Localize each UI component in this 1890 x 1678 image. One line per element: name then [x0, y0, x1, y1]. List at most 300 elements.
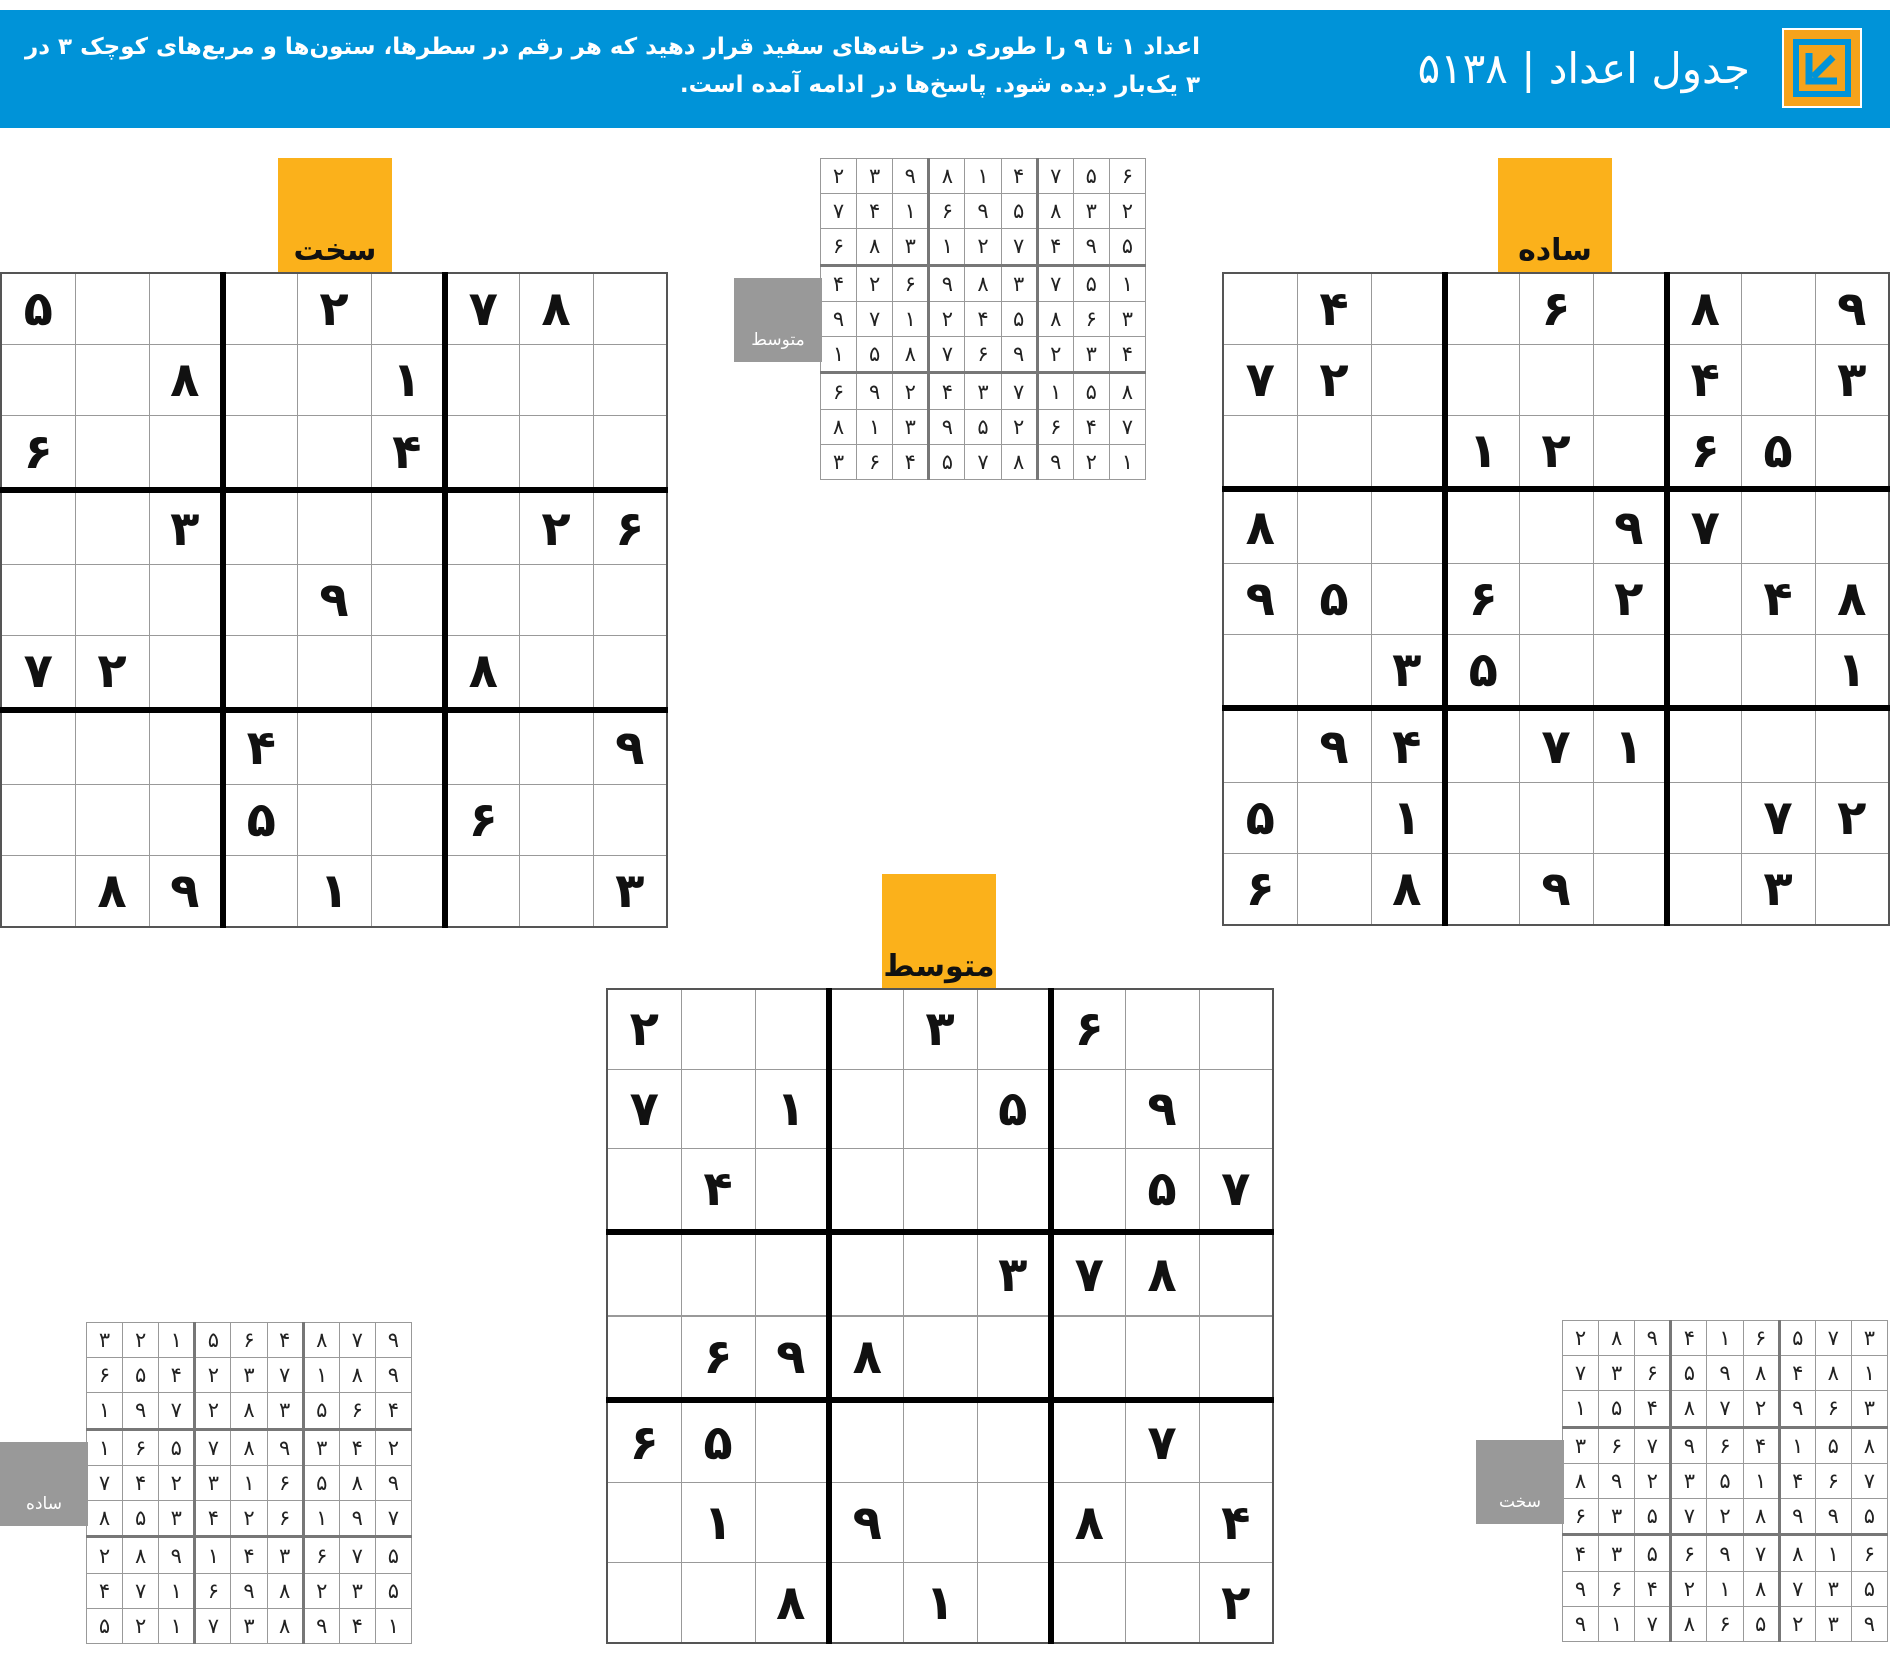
grid-cell[interactable] [1125, 1483, 1199, 1563]
grid-cell[interactable]: ۵ [1, 273, 75, 345]
grid-cell[interactable] [681, 1232, 755, 1315]
grid-cell[interactable]: ۶ [1671, 1535, 1707, 1571]
grid-cell[interactable] [1519, 634, 1593, 708]
grid-cell[interactable] [1199, 989, 1273, 1069]
grid-cell[interactable] [149, 784, 223, 855]
grid-cell[interactable]: ۳ [1741, 853, 1815, 925]
grid-cell[interactable]: ۱ [1593, 708, 1667, 782]
grid-cell[interactable] [297, 636, 371, 710]
grid-cell[interactable] [829, 989, 903, 1069]
grid-cell[interactable] [1445, 708, 1519, 782]
grid-cell[interactable]: ۹ [1815, 273, 1889, 345]
grid-cell[interactable]: ۷ [267, 1358, 303, 1393]
grid-cell[interactable] [75, 416, 149, 490]
grid-cell[interactable]: ۸ [857, 229, 893, 265]
grid-cell[interactable] [371, 710, 445, 784]
grid-cell[interactable] [829, 1400, 903, 1483]
grid-cell[interactable]: ۵ [1001, 194, 1037, 229]
grid-cell[interactable]: ۶ [267, 1500, 303, 1536]
grid-cell[interactable]: ۴ [965, 301, 1001, 336]
grid-cell[interactable]: ۴ [1371, 708, 1445, 782]
grid-cell[interactable]: ۴ [893, 444, 929, 479]
grid-cell[interactable]: ۸ [829, 1317, 903, 1400]
grid-cell[interactable]: ۸ [929, 159, 965, 194]
grid-cell[interactable] [1199, 1317, 1273, 1400]
grid-cell[interactable] [223, 564, 297, 635]
grid-cell[interactable]: ۲ [195, 1393, 231, 1429]
grid-cell[interactable]: ۸ [1815, 564, 1889, 635]
grid-cell[interactable]: ۶ [593, 490, 667, 564]
grid-cell[interactable]: ۶ [1815, 1391, 1851, 1427]
grid-cell[interactable]: ۵ [1707, 1463, 1743, 1498]
grid-cell[interactable]: ۲ [1671, 1571, 1707, 1606]
grid-cell[interactable]: ۱ [1599, 1606, 1635, 1641]
grid-cell[interactable] [445, 855, 519, 927]
grid-cell[interactable]: ۴ [1741, 564, 1815, 635]
grid-cell[interactable]: ۲ [87, 1537, 123, 1573]
grid-cell[interactable]: ۵ [681, 1400, 755, 1483]
grid-cell[interactable]: ۶ [1519, 273, 1593, 345]
grid-cell[interactable]: ۲ [123, 1608, 159, 1643]
grid-cell[interactable] [1667, 708, 1741, 782]
grid-cell[interactable] [681, 1069, 755, 1149]
grid-cell[interactable]: ۶ [681, 1317, 755, 1400]
grid-cell[interactable]: ۵ [123, 1500, 159, 1536]
grid-cell[interactable]: ۱ [1851, 1356, 1887, 1391]
grid-cell[interactable] [519, 855, 593, 927]
grid-cell[interactable]: ۸ [1667, 273, 1741, 345]
grid-cell[interactable]: ۵ [123, 1358, 159, 1393]
grid-cell[interactable] [1297, 489, 1371, 563]
grid-cell[interactable]: ۹ [829, 1483, 903, 1563]
grid-cell[interactable]: ۵ [1851, 1571, 1887, 1606]
grid-cell[interactable]: ۹ [1297, 708, 1371, 782]
grid-cell[interactable] [1519, 345, 1593, 416]
grid-cell[interactable] [519, 636, 593, 710]
grid-cell[interactable]: ۶ [339, 1393, 375, 1429]
grid-cell[interactable]: ۸ [1743, 1498, 1779, 1534]
grid-cell[interactable] [519, 784, 593, 855]
grid-cell[interactable] [1, 345, 75, 416]
grid-cell[interactable]: ۳ [1815, 1606, 1851, 1641]
grid-cell[interactable] [223, 855, 297, 927]
grid-cell[interactable]: ۸ [1743, 1356, 1779, 1391]
grid-cell[interactable]: ۳ [1073, 194, 1109, 229]
grid-cell[interactable]: ۶ [965, 336, 1001, 372]
grid-cell[interactable]: ۹ [123, 1393, 159, 1429]
grid-cell[interactable]: ۲ [1037, 336, 1073, 372]
grid-cell[interactable] [223, 636, 297, 710]
grid-cell[interactable] [1519, 783, 1593, 854]
grid-cell[interactable]: ۸ [1037, 301, 1073, 336]
grid-cell[interactable]: ۱ [965, 159, 1001, 194]
grid-cell[interactable]: ۸ [1671, 1606, 1707, 1641]
grid-cell[interactable] [593, 273, 667, 345]
grid-cell[interactable]: ۲ [195, 1358, 231, 1393]
grid-cell[interactable]: ۵ [159, 1429, 195, 1465]
grid-cell[interactable] [1297, 415, 1371, 489]
grid-cell[interactable]: ۴ [857, 194, 893, 229]
grid-cell[interactable]: ۸ [1051, 1483, 1125, 1563]
grid-cell[interactable]: ۳ [159, 1500, 195, 1536]
grid-cell[interactable] [977, 1483, 1051, 1563]
grid-cell[interactable]: ۶ [1073, 301, 1109, 336]
grid-cell[interactable]: ۸ [519, 273, 593, 345]
grid-cell[interactable]: ۳ [1815, 345, 1889, 416]
grid-cell[interactable] [607, 1317, 681, 1400]
grid-cell[interactable] [1223, 708, 1297, 782]
grid-cell[interactable] [681, 989, 755, 1069]
grid-cell[interactable] [1593, 783, 1667, 854]
grid-cell[interactable]: ۵ [1671, 1356, 1707, 1391]
grid-cell[interactable] [903, 1317, 977, 1400]
grid-cell[interactable] [755, 989, 829, 1069]
grid-cell[interactable] [977, 989, 1051, 1069]
grid-cell[interactable]: ۱ [929, 229, 965, 265]
grid-cell[interactable] [1741, 634, 1815, 708]
grid-cell[interactable]: ۳ [1073, 336, 1109, 372]
grid-cell[interactable]: ۷ [1, 636, 75, 710]
grid-cell[interactable]: ۴ [231, 1537, 267, 1573]
grid-cell[interactable]: ۴ [339, 1429, 375, 1465]
grid-cell[interactable]: ۷ [929, 336, 965, 372]
grid-cell[interactable]: ۳ [893, 409, 929, 444]
grid-cell[interactable]: ۴ [1563, 1535, 1599, 1571]
grid-cell[interactable]: ۱ [1445, 415, 1519, 489]
grid-cell[interactable]: ۶ [195, 1573, 231, 1608]
grid-cell[interactable]: ۵ [1599, 1391, 1635, 1427]
grid-cell[interactable] [1445, 345, 1519, 416]
grid-cell[interactable]: ۱ [1779, 1427, 1815, 1463]
grid-cell[interactable] [519, 345, 593, 416]
grid-cell[interactable]: ۴ [375, 1393, 411, 1429]
grid-cell[interactable] [371, 273, 445, 345]
grid-cell[interactable]: ۶ [1599, 1427, 1635, 1463]
grid-cell[interactable] [1297, 634, 1371, 708]
grid-cell[interactable]: ۹ [297, 564, 371, 635]
grid-cell[interactable]: ۵ [1125, 1149, 1199, 1232]
grid-cell[interactable]: ۴ [681, 1149, 755, 1232]
grid-cell[interactable]: ۱ [681, 1483, 755, 1563]
grid-cell[interactable]: ۹ [1779, 1391, 1815, 1427]
grid-cell[interactable] [977, 1400, 1051, 1483]
grid-cell[interactable] [829, 1069, 903, 1149]
grid-cell[interactable]: ۵ [1779, 1321, 1815, 1356]
grid-cell[interactable]: ۱ [1707, 1571, 1743, 1606]
grid-cell[interactable] [829, 1232, 903, 1315]
grid-cell[interactable] [1371, 345, 1445, 416]
grid-cell[interactable]: ۱ [821, 336, 857, 372]
grid-cell[interactable]: ۷ [857, 301, 893, 336]
grid-cell[interactable] [1741, 345, 1815, 416]
grid-cell[interactable]: ۸ [1109, 373, 1145, 409]
grid-cell[interactable]: ۸ [339, 1465, 375, 1500]
grid-cell[interactable]: ۷ [1671, 1498, 1707, 1534]
grid-cell[interactable] [903, 1069, 977, 1149]
grid-cell[interactable]: ۷ [1741, 783, 1815, 854]
grid-cell[interactable]: ۹ [1519, 853, 1593, 925]
grid-cell[interactable]: ۱ [1109, 444, 1145, 479]
grid-cell[interactable] [1371, 273, 1445, 345]
grid-cell[interactable]: ۲ [375, 1429, 411, 1465]
grid-cell[interactable]: ۸ [1001, 444, 1037, 479]
grid-cell[interactable]: ۱ [87, 1429, 123, 1465]
grid-cell[interactable]: ۷ [607, 1069, 681, 1149]
grid-cell[interactable]: ۶ [1223, 853, 1297, 925]
grid-cell[interactable]: ۹ [1563, 1606, 1599, 1641]
grid-cell[interactable]: ۵ [965, 409, 1001, 444]
grid-cell[interactable]: ۹ [821, 301, 857, 336]
grid-cell[interactable]: ۷ [1001, 229, 1037, 265]
grid-cell[interactable]: ۸ [1671, 1391, 1707, 1427]
grid-cell[interactable] [75, 345, 149, 416]
grid-cell[interactable]: ۱ [893, 194, 929, 229]
grid-cell[interactable]: ۹ [965, 194, 1001, 229]
grid-cell[interactable] [1741, 708, 1815, 782]
grid-cell[interactable] [593, 784, 667, 855]
grid-cell[interactable]: ۳ [1851, 1391, 1887, 1427]
grid-cell[interactable]: ۳ [339, 1573, 375, 1608]
grid-cell[interactable]: ۳ [1851, 1321, 1887, 1356]
grid-cell[interactable]: ۹ [857, 373, 893, 409]
grid-cell[interactable]: ۲ [1779, 1606, 1815, 1641]
grid-cell[interactable]: ۱ [857, 409, 893, 444]
grid-cell[interactable]: ۷ [1743, 1535, 1779, 1571]
grid-cell[interactable]: ۱ [371, 345, 445, 416]
grid-cell[interactable]: ۷ [1125, 1400, 1199, 1483]
grid-cell[interactable]: ۱ [87, 1393, 123, 1429]
grid-cell[interactable]: ۱ [755, 1069, 829, 1149]
grid-cell[interactable]: ۷ [1851, 1463, 1887, 1498]
grid-cell[interactable] [1815, 708, 1889, 782]
grid-cell[interactable]: ۲ [231, 1500, 267, 1536]
grid-cell[interactable]: ۹ [231, 1573, 267, 1608]
grid-cell[interactable]: ۴ [159, 1358, 195, 1393]
grid-cell[interactable]: ۸ [267, 1573, 303, 1608]
grid-cell[interactable] [1297, 853, 1371, 925]
grid-cell[interactable] [593, 564, 667, 635]
grid-cell[interactable] [297, 345, 371, 416]
grid-cell[interactable] [445, 710, 519, 784]
grid-cell[interactable]: ۳ [267, 1393, 303, 1429]
grid-cell[interactable]: ۸ [267, 1608, 303, 1643]
grid-cell[interactable]: ۶ [267, 1465, 303, 1500]
grid-cell[interactable] [607, 1483, 681, 1563]
grid-cell[interactable]: ۱ [303, 1500, 339, 1536]
grid-cell[interactable] [519, 416, 593, 490]
grid-cell[interactable]: ۵ [1297, 564, 1371, 635]
grid-cell[interactable] [755, 1400, 829, 1483]
grid-cell[interactable]: ۷ [1707, 1391, 1743, 1427]
grid-cell[interactable] [75, 490, 149, 564]
grid-cell[interactable] [1667, 634, 1741, 708]
grid-cell[interactable] [1815, 489, 1889, 563]
grid-cell[interactable]: ۶ [1851, 1535, 1887, 1571]
grid-cell[interactable]: ۹ [1593, 489, 1667, 563]
grid-cell[interactable]: ۳ [1599, 1498, 1635, 1534]
grid-cell[interactable]: ۵ [1073, 373, 1109, 409]
grid-cell[interactable]: ۷ [1109, 409, 1145, 444]
grid-cell[interactable] [371, 784, 445, 855]
grid-cell[interactable] [371, 636, 445, 710]
grid-cell[interactable]: ۵ [303, 1465, 339, 1500]
grid-cell[interactable] [1, 710, 75, 784]
grid-cell[interactable]: ۹ [1037, 444, 1073, 479]
grid-cell[interactable] [681, 1563, 755, 1643]
grid-cell[interactable]: ۶ [821, 373, 857, 409]
grid-cell[interactable]: ۸ [755, 1563, 829, 1643]
grid-cell[interactable] [445, 564, 519, 635]
grid-cell[interactable] [1593, 634, 1667, 708]
grid-cell[interactable]: ۶ [1707, 1606, 1743, 1641]
grid-cell[interactable] [1741, 273, 1815, 345]
grid-cell[interactable] [1051, 1563, 1125, 1643]
grid-cell[interactable] [1667, 564, 1741, 635]
grid-cell[interactable]: ۴ [1073, 409, 1109, 444]
grid-cell[interactable] [1, 490, 75, 564]
grid-cell[interactable] [1223, 415, 1297, 489]
grid-cell[interactable]: ۸ [1037, 194, 1073, 229]
grid-cell[interactable]: ۱ [1563, 1391, 1599, 1427]
grid-cell[interactable]: ۹ [929, 409, 965, 444]
grid-cell[interactable]: ۴ [929, 373, 965, 409]
grid-cell[interactable]: ۳ [231, 1358, 267, 1393]
grid-cell[interactable]: ۱ [159, 1573, 195, 1608]
grid-cell[interactable]: ۸ [303, 1323, 339, 1358]
grid-cell[interactable]: ۱ [1371, 783, 1445, 854]
grid-cell[interactable]: ۷ [965, 444, 1001, 479]
grid-cell[interactable] [149, 636, 223, 710]
grid-cell[interactable]: ۱ [375, 1608, 411, 1643]
grid-cell[interactable]: ۷ [1635, 1427, 1671, 1463]
grid-cell[interactable]: ۷ [1563, 1356, 1599, 1391]
grid-cell[interactable]: ۳ [1109, 301, 1145, 336]
grid-cell[interactable]: ۴ [1667, 345, 1741, 416]
grid-cell[interactable] [1815, 415, 1889, 489]
grid-cell[interactable] [1199, 1069, 1273, 1149]
grid-cell[interactable]: ۷ [1051, 1232, 1125, 1315]
grid-cell[interactable]: ۴ [1671, 1321, 1707, 1356]
grid-cell[interactable] [1, 564, 75, 635]
grid-cell[interactable]: ۶ [1051, 989, 1125, 1069]
grid-cell[interactable]: ۸ [1743, 1571, 1779, 1606]
grid-cell[interactable] [1, 855, 75, 927]
grid-cell[interactable]: ۱ [231, 1465, 267, 1500]
grid-cell[interactable]: ۴ [1297, 273, 1371, 345]
grid-cell[interactable]: ۲ [303, 1573, 339, 1608]
grid-cell[interactable] [75, 710, 149, 784]
grid-cell[interactable]: ۸ [1779, 1535, 1815, 1571]
grid-cell[interactable]: ۹ [1815, 1498, 1851, 1534]
grid-cell[interactable] [223, 273, 297, 345]
grid-cell[interactable]: ۷ [339, 1323, 375, 1358]
grid-cell[interactable]: ۲ [297, 273, 371, 345]
grid-cell[interactable]: ۴ [195, 1500, 231, 1536]
grid-cell[interactable] [149, 273, 223, 345]
grid-cell[interactable]: ۸ [149, 345, 223, 416]
grid-cell[interactable]: ۲ [929, 301, 965, 336]
grid-cell[interactable]: ۳ [1671, 1463, 1707, 1498]
grid-cell[interactable]: ۳ [977, 1232, 1051, 1315]
grid-cell[interactable] [829, 1563, 903, 1643]
grid-cell[interactable]: ۹ [303, 1608, 339, 1643]
grid-cell[interactable]: ۶ [929, 194, 965, 229]
grid-cell[interactable]: ۷ [339, 1537, 375, 1573]
grid-cell[interactable]: ۴ [1037, 229, 1073, 265]
grid-cell[interactable]: ۲ [159, 1465, 195, 1500]
grid-cell[interactable]: ۶ [87, 1358, 123, 1393]
grid-cell[interactable] [223, 345, 297, 416]
grid-cell[interactable]: ۱ [303, 1358, 339, 1393]
grid-cell[interactable]: ۳ [195, 1465, 231, 1500]
grid-cell[interactable]: ۵ [1851, 1498, 1887, 1534]
grid-cell[interactable]: ۹ [159, 1537, 195, 1573]
grid-cell[interactable] [371, 490, 445, 564]
grid-cell[interactable]: ۸ [75, 855, 149, 927]
grid-cell[interactable] [903, 1149, 977, 1232]
grid-cell[interactable]: ۲ [607, 989, 681, 1069]
grid-cell[interactable]: ۳ [965, 373, 1001, 409]
grid-cell[interactable]: ۶ [821, 229, 857, 265]
grid-cell[interactable]: ۹ [1707, 1535, 1743, 1571]
grid-cell[interactable]: ۳ [821, 444, 857, 479]
grid-cell[interactable] [1593, 273, 1667, 345]
grid-cell[interactable]: ۲ [1001, 409, 1037, 444]
grid-cell[interactable]: ۴ [1779, 1356, 1815, 1391]
grid-cell[interactable]: ۶ [1563, 1498, 1599, 1534]
grid-cell[interactable]: ۸ [1563, 1463, 1599, 1498]
grid-cell[interactable]: ۴ [371, 416, 445, 490]
grid-cell[interactable]: ۴ [223, 710, 297, 784]
grid-cell[interactable]: ۷ [1519, 708, 1593, 782]
grid-cell[interactable] [1199, 1400, 1273, 1483]
grid-cell[interactable] [607, 1232, 681, 1315]
grid-cell[interactable] [1051, 1317, 1125, 1400]
grid-cell[interactable]: ۵ [977, 1069, 1051, 1149]
grid-cell[interactable] [593, 416, 667, 490]
grid-cell[interactable]: ۶ [1635, 1356, 1671, 1391]
grid-cell[interactable]: ۲ [1707, 1498, 1743, 1534]
grid-cell[interactable] [755, 1483, 829, 1563]
grid-cell[interactable]: ۲ [857, 265, 893, 301]
grid-cell[interactable]: ۵ [929, 444, 965, 479]
grid-cell[interactable]: ۴ [123, 1465, 159, 1500]
grid-cell[interactable]: ۱ [159, 1323, 195, 1358]
grid-cell[interactable] [149, 710, 223, 784]
grid-cell[interactable] [755, 1232, 829, 1315]
grid-cell[interactable]: ۲ [1635, 1463, 1671, 1498]
grid-cell[interactable] [75, 273, 149, 345]
grid-cell[interactable] [1445, 489, 1519, 563]
grid-cell[interactable] [607, 1149, 681, 1232]
grid-cell[interactable]: ۵ [375, 1537, 411, 1573]
grid-cell[interactable]: ۶ [1109, 159, 1145, 194]
grid-cell[interactable] [977, 1149, 1051, 1232]
grid-cell[interactable]: ۶ [857, 444, 893, 479]
grid-cell[interactable]: ۷ [1001, 373, 1037, 409]
grid-cell[interactable]: ۸ [123, 1537, 159, 1573]
grid-cell[interactable]: ۵ [1743, 1606, 1779, 1641]
grid-cell[interactable]: ۲ [1743, 1391, 1779, 1427]
grid-cell[interactable]: ۹ [375, 1323, 411, 1358]
grid-cell[interactable]: ۹ [1779, 1498, 1815, 1534]
grid-cell[interactable]: ۲ [1519, 415, 1593, 489]
grid-cell[interactable]: ۹ [1707, 1356, 1743, 1391]
grid-cell[interactable]: ۶ [1815, 1463, 1851, 1498]
grid-cell[interactable]: ۴ [1199, 1483, 1273, 1563]
grid-cell[interactable]: ۵ [1001, 301, 1037, 336]
grid-cell[interactable] [1667, 783, 1741, 854]
